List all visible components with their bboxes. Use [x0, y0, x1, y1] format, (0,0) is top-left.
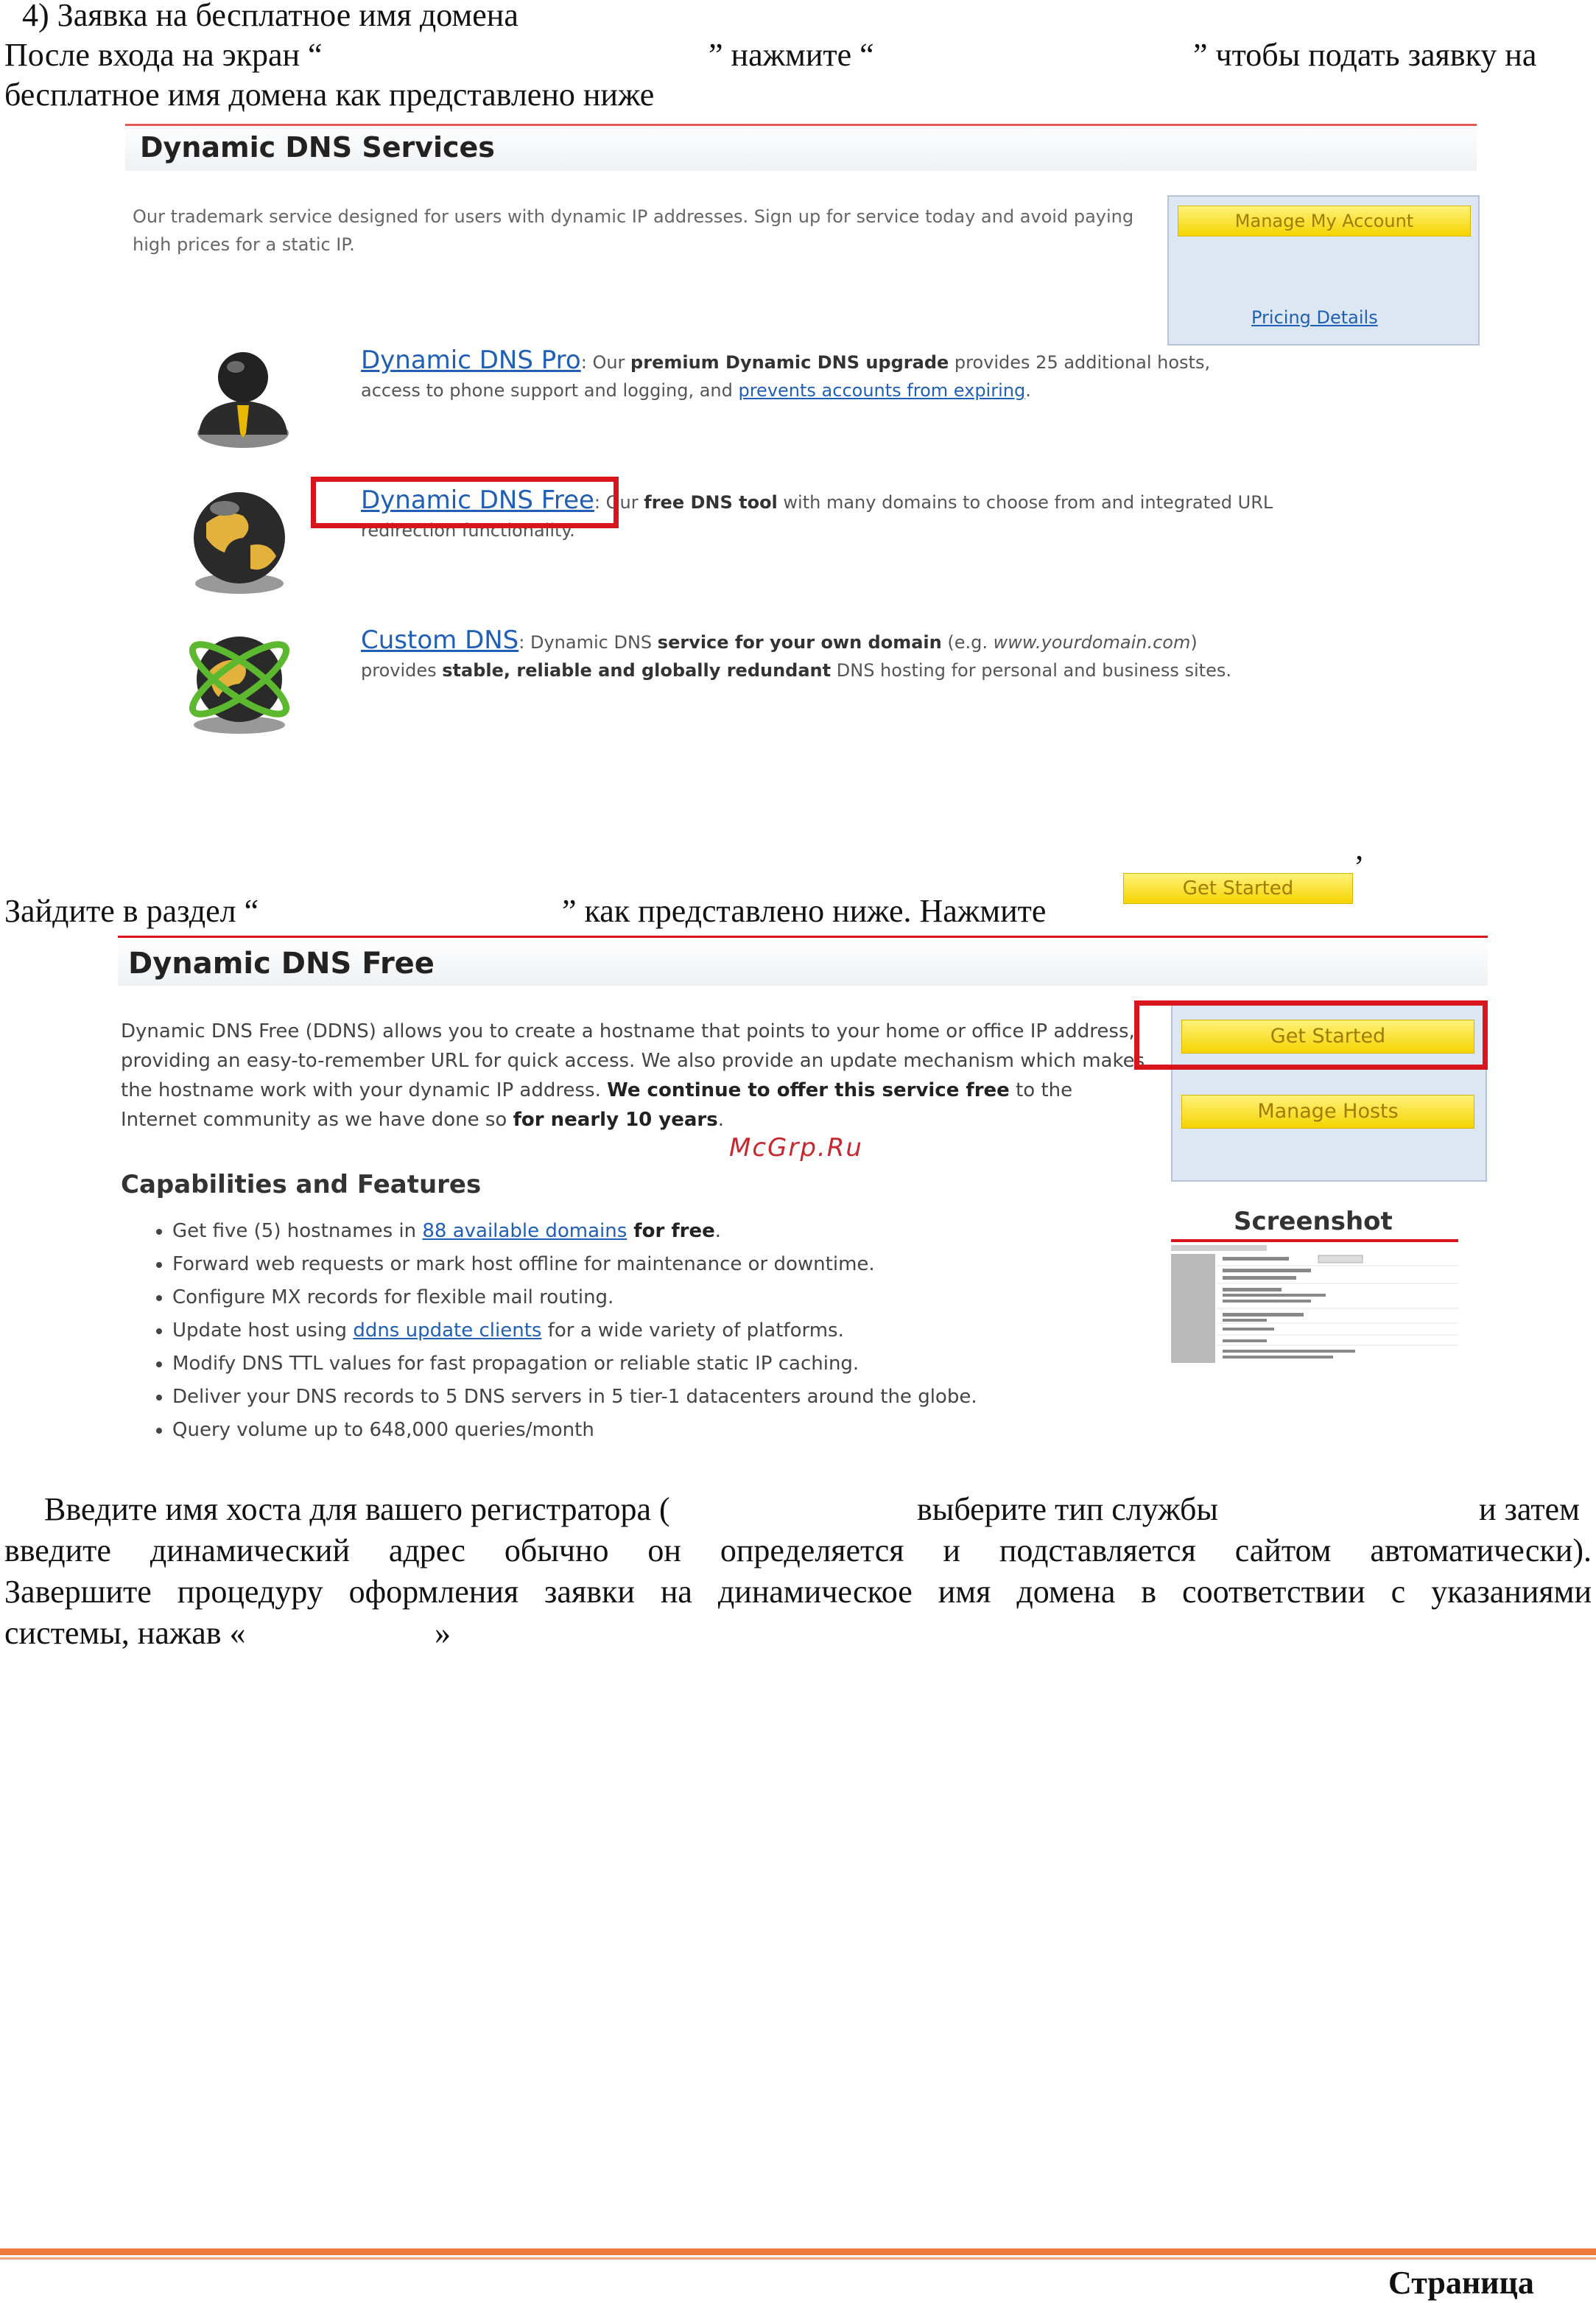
- inline-get-started-button: Get Started: [1123, 873, 1353, 904]
- free-intro: [121, 1017, 1152, 1135]
- ddns-update-clients-link[interactable]: ddns update clients: [353, 1319, 542, 1342]
- screenshot-thumbnail[interactable]: [1171, 1245, 1458, 1363]
- dynamic-dns-free-link[interactable]: Dynamic DNS Free: [361, 486, 594, 515]
- screenshot-dynamic-dns-services: [125, 118, 1488, 766]
- paragraph-3-line-1-c: и затем: [1479, 1491, 1580, 1527]
- service-custom-italic: www.yourdomain.com: [993, 632, 1191, 653]
- feature-item: [172, 1219, 1203, 1244]
- service-custom-text-d: DNS hosting for personal and business sites.: [831, 660, 1231, 681]
- screenshot-dynamic-dns-free: [110, 936, 1495, 1473]
- free-intro-bold: We continue to offer this service free: [607, 1079, 1010, 1101]
- service-custom-text-c: ) provides: [361, 632, 1198, 681]
- watermark: McGrp.Ru: [729, 1133, 863, 1163]
- feature-item: [172, 1418, 1203, 1443]
- paragraph-2-part-b: ” как представлено ниже. Нажмите: [562, 893, 1047, 929]
- free-intro-b: to the Internet community as we have done so: [121, 1079, 1073, 1131]
- highlight-dynamic-dns-free: [311, 477, 619, 528]
- service-pro-text-a: Our: [592, 352, 631, 373]
- free-header: [118, 938, 1488, 986]
- pricing-details-link[interactable]: Pricing Details: [1251, 307, 1378, 328]
- paragraph-2-quote: ’: [1354, 849, 1365, 885]
- service-free-sep: :: [594, 492, 601, 513]
- paragraph-3-line-4-a: системы, нажав «: [4, 1615, 246, 1651]
- paragraph-3-line-4-b: »: [435, 1615, 451, 1651]
- account-box: [1167, 195, 1480, 346]
- service-pro-text-bold: premium Dynamic DNS upgrade: [630, 352, 949, 373]
- feature-1-text: Forward web requests or mark host offline for maintenance or downtime.: [172, 1253, 875, 1275]
- services-title: Dynamic DNS Services: [140, 131, 495, 164]
- footer-rule: [0, 2248, 1596, 2255]
- service-pro-sep: :: [580, 352, 587, 373]
- footer-rule-thin: [0, 2257, 1596, 2260]
- feature-item: [172, 1352, 1203, 1376]
- paragraph-3-line-2: введите динамический адрес обычно он определяется и подставляется сайтом автоматически).: [4, 1532, 1592, 1568]
- highlight-get-started: [1134, 1000, 1488, 1070]
- feature-0-bold: for free: [627, 1220, 715, 1242]
- manage-my-account-button[interactable]: Manage My Account: [1178, 206, 1471, 236]
- globe-icon: [184, 486, 295, 597]
- feature-3-end: for a wide variety of platforms.: [541, 1319, 844, 1342]
- feature-3-text: Update host using: [172, 1319, 354, 1342]
- free-intro-c: .: [717, 1109, 724, 1131]
- service-pro-text-b: provides 25 additional hosts, access to phone support and logging, and: [361, 352, 1211, 401]
- feature-item: [172, 1385, 1203, 1409]
- service-custom-description: [361, 626, 1274, 684]
- feature-5-text: Deliver your DNS records to 5 DNS servers in 5 tier-1 datacenters around the globe.: [172, 1386, 977, 1408]
- screenshot-label: Screenshot: [1234, 1207, 1393, 1236]
- service-free-text-b: with many domains to choose from and integrated URL redirection functionality.: [361, 492, 1273, 541]
- paragraph-1-part-b: ” нажмите “: [709, 37, 874, 73]
- feature-0-end: .: [714, 1220, 722, 1242]
- feature-item: [172, 1252, 1203, 1277]
- service-free-text-bold: free DNS tool: [644, 492, 778, 513]
- features-list: [133, 1219, 1203, 1451]
- paragraph-3-line-1-a: Введите имя хоста для вашего регистратора (: [44, 1491, 670, 1527]
- paragraph-1-part-c: ” чтобы подать заявку на: [1193, 37, 1537, 73]
- service-custom-sep: :: [518, 632, 525, 653]
- footer-page-label: Страница: [1388, 2265, 1534, 2301]
- feature-6-text: Query volume up to 648,000 queries/month: [172, 1419, 594, 1441]
- free-intro-a: Dynamic DNS Free (DDNS) allows you to create a hostname that points to your home or office IP address, providing an easy-to-remember URL for quick access. We also provide an update mechanism which makes the hostname work with your dynamic IP address.: [121, 1020, 1145, 1101]
- services-top-rule: [125, 124, 1477, 126]
- feature-2-text: Configure MX records for flexible mail routing.: [172, 1286, 614, 1308]
- feature-4-text: Modify DNS TTL values for fast propagation or reliable static IP caching.: [172, 1353, 859, 1375]
- free-intro-bold2: for nearly 10 years: [513, 1109, 718, 1131]
- service-free-text-a: Our: [605, 492, 644, 513]
- screenshot-rule: [1171, 1239, 1458, 1242]
- paragraph-3-line-3: Завершите процедуру оформления заявки на динамическое имя домена в соответствии с указаниями: [4, 1574, 1592, 1610]
- prevents-expiring-link[interactable]: prevents accounts from expiring: [738, 380, 1026, 401]
- service-custom-text-bold: service for your own domain: [657, 632, 942, 653]
- pro-user-icon: [191, 346, 295, 449]
- section-heading: 4) Заявка на бесплатное имя домена: [22, 0, 518, 33]
- capabilities-title: Capabilities and Features: [121, 1170, 482, 1199]
- service-custom-text-bold2: stable, reliable and globally redundant: [442, 660, 832, 681]
- custom-dns-globe-icon: [180, 626, 298, 737]
- get-started-button[interactable]: Get Started: [1181, 1020, 1474, 1054]
- available-domains-link[interactable]: 88 available domains: [422, 1220, 627, 1242]
- paragraph-1-line-2: бесплатное имя домена как представлено ниже: [4, 77, 655, 113]
- custom-dns-link[interactable]: Custom DNS: [361, 625, 519, 655]
- service-custom-text-a: Dynamic DNS: [530, 632, 658, 653]
- dynamic-dns-pro-link[interactable]: Dynamic DNS Pro: [361, 346, 581, 375]
- free-title: Dynamic DNS Free: [128, 947, 435, 981]
- paragraph-2-part-a: Зайдите в раздел “: [4, 893, 259, 929]
- feature-item: [172, 1319, 1203, 1343]
- services-intro: Our trademark service designed for users with dynamic IP addresses. Sign up for service today and avoid paying high prices for a static IP.: [133, 206, 1134, 255]
- feature-item: [172, 1286, 1203, 1310]
- paragraph-3-line-1-b: выберите тип службы: [917, 1491, 1218, 1527]
- manage-hosts-button[interactable]: Manage Hosts: [1181, 1095, 1474, 1129]
- service-custom-text-b: (e.g.: [941, 632, 994, 653]
- service-pro-text-c: .: [1025, 380, 1031, 401]
- feature-0-text: Get five (5) hostnames in: [172, 1220, 423, 1242]
- service-pro-description: [361, 346, 1274, 404]
- paragraph-1-part-a: После входа на экран “: [4, 37, 323, 73]
